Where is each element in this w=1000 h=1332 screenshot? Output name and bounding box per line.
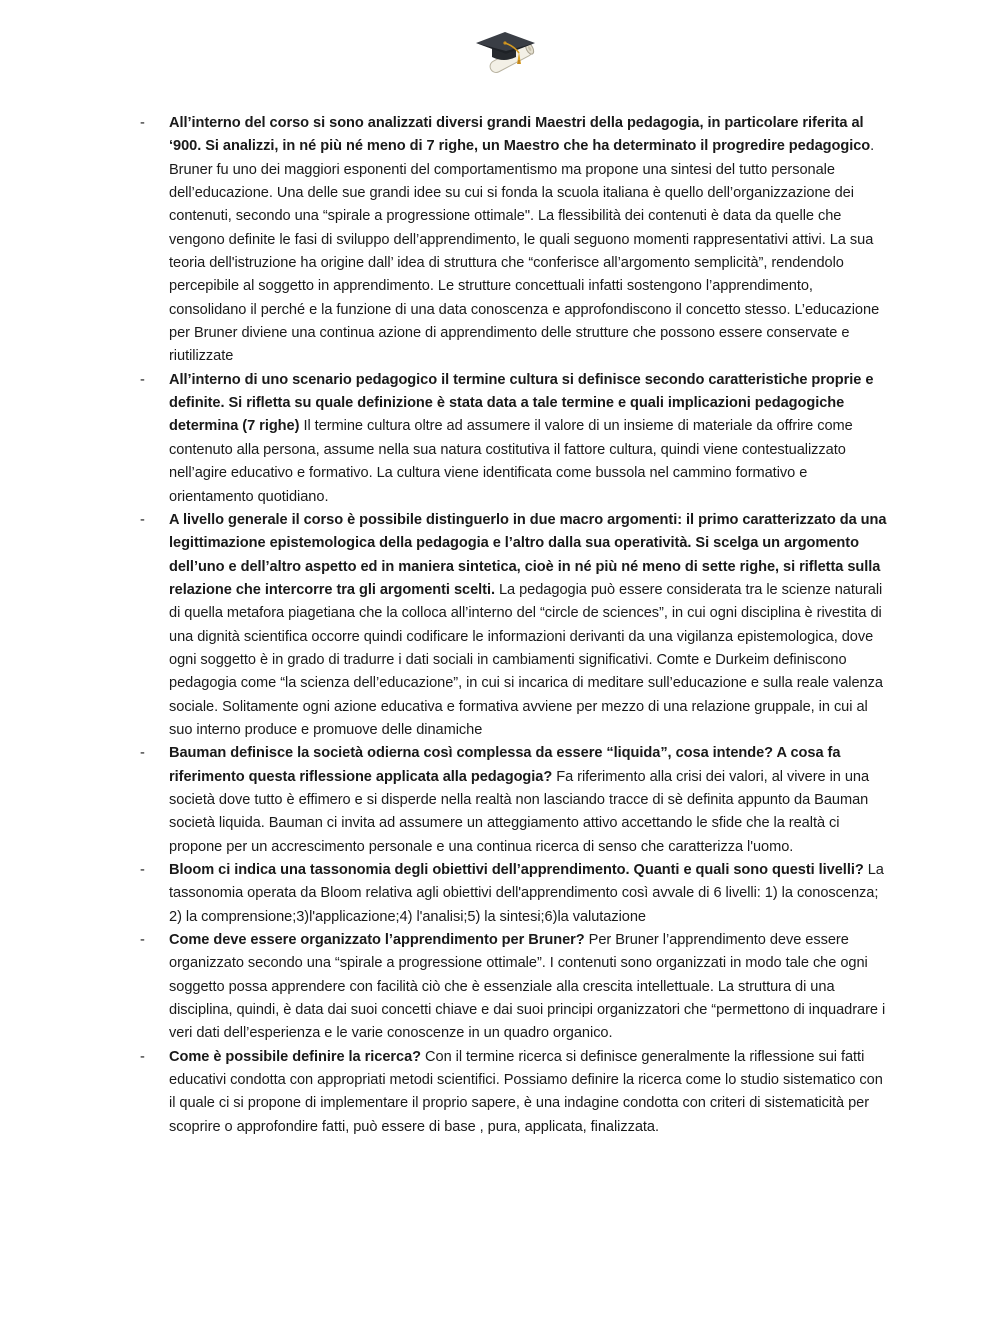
answer-text: Per Bruner l’apprendimento deve essere organizzato secondo una “spirale a progressione ottimale”. I contenuti sono organizzati in modo tale che ogni soggetto possa apprendere con facilità ciò che è essenziale alla crescita intellettuale. La struttura di una disciplina, quindi, è data dai suoi concetti chiave e dai suoi principi organizzatori che “permettono di inquadrare i veri dati dell’esperienza e le varie conoscenze in un quadro organico. (169, 932, 886, 1042)
list-bullet: - (140, 745, 145, 762)
question-text: A livello generale il corso è possibile distinguerlo in due macro argomenti: il primo caratterizzato da una legittimazione epistemologica della pedagogia e l’altro dalla sua operatività. Si scelga un argomento dell’uno e dell’altro aspetto ed in maniera sintetica, cioè in né più né meno di sette righe, si rifletta sulla relazione che intercorre tra gli argomenti scelti. (169, 511, 887, 598)
answer-text: Il termine cultura oltre ad assumere il valore di un insieme di materiale da offrire come contenuto alla persona, assume nella sua natura costitutiva il fattore cultura, quindi viene contestualizzato nell’agire educativo e formativo. La cultura viene identificata come bussola nel cammino formativo e orientamento quotidiano. (169, 418, 853, 505)
question-text: Bloom ci indica una tassonomia degli obiettivi dell’apprendimento. Quanti e quali sono questi livelli? (169, 862, 864, 878)
graduation-cap-diploma-icon (474, 26, 538, 76)
qa-list (140, 112, 890, 1139)
answer-text: Fa riferimento alla crisi dei valori, al vivere in una società dove tutto è effimero e si disperde nella realtà non lasciando tracce di sè definita appunto da Bauman società liquida. Bauman ci invita ad assumere un atteggiamento attivo accettando le sfide che la realtà ci propone per un accrescimento personale e una continua ricerca di senso che caratterizza l'uomo. (169, 768, 870, 855)
answer-text: Con il termine ricerca si definisce generalmente la riflessione sui fatti educativi condotta con appropriati metodi scientifici. Possiamo definire la ricerca come lo studio sistematico con il quale ci si propone di implementare il proprio sapere, è una indagine condotta con criteri di sistematicità per scoprire o approfondire fatti, può essere di base , pura, applicata, finalizzata. (169, 1048, 883, 1135)
qa-item-4 (140, 742, 890, 859)
qa-item-7 (140, 1046, 890, 1139)
list-bullet: - (140, 932, 145, 949)
answer-text: . Bruner fu uno dei maggiori esponenti del comportamentismo ma propone una sintesi del tutto personale dell’educazione. Una delle sue grandi idee su cui si fonda la scuola italiana è quello dell’organizzazione dei contenuti, secondo una “spirale a progressione ottimale". La flessibilità dei contenuti è data da quelle che vengono definite le fasi di sviluppo dell’apprendimento, le quali seguono momenti rappresentativi attivi. La sua teoria dell'istruzione ha origine dall’ idea di struttura che “conferisce all’argomento semplicità”, rendendolo percepibile al soggetto in apprendimento. Le strutture concettuali infatti sostengono l’apprendimento, consolidano il perché e la funzione di una data conoscenza e approfondiscono il concetto stesso. L’educazione per Bruner diviene una continua azione di apprendimento delle strutture che possono essere conservate e riutilizzate (169, 138, 880, 365)
qa-item-6 (140, 929, 890, 1046)
list-bullet: - (140, 371, 145, 388)
qa-item-5 (140, 859, 890, 929)
list-bullet: - (140, 862, 145, 878)
list-bullet: - (140, 115, 145, 131)
question-text: Come deve essere organizzato l’apprendimento per Bruner? (169, 932, 585, 949)
list-bullet: - (140, 1048, 145, 1065)
qa-item-1 (140, 112, 890, 369)
question-text: All’interno di uno scenario pedagogico il termine cultura si definisce secondo caratteristiche proprie e definite. Si rifletta su quale definizione è stata data a tale termine e quali implicazioni pedagogiche determina (7 righe) (169, 371, 874, 435)
qa-item-2 (140, 369, 890, 509)
question-text: Come è possibile definire la ricerca? (169, 1048, 422, 1065)
list-bullet: - (140, 511, 145, 528)
question-text: All’interno del corso si sono analizzati diversi grandi Maestri della pedagogia, in particolare riferita al ‘900. Si analizzi, in né più né meno di 7 righe, un Maestro che ha determinato il progredire pedagogico (169, 115, 871, 155)
answer-text: La tassonomia operata da Bloom relativa agli obiettivi dell'apprendimento così avvale di 6 livelli: 1) la conoscenza; 2) la comprensione;3)l'applicazione;4) l'analisi;5) la sintesi;6)la valutazione (169, 862, 884, 925)
question-text: Bauman definisce la società odierna così complessa da essere “liquida”, cosa intende? A cosa fa riferimento questa riflessione applicata alla pedagogia? (169, 745, 841, 785)
qa-item-3 (140, 509, 890, 742)
answer-text: La pedagogia può essere considerata tra le scienze naturali di quella metafora piagetiana che la colloca all’interno del “circle de sciences”, in cui ogni disciplina è rivestita di una dignità scientifica occorre quindi codificare le informazioni derivanti da una vigilanza epistemologica, dove ogni soggetto è in grado di tradurre i dati sociali in cambiamenti significativi. Comte e Durkeim definiscono pedagogia come “la scienza dell’educazione”, in cui si incarica di meditare sull’educazione e sulla reale valenza sociale. Solitamente ogni azione educativa e formativa avviene per mezzo di una relazione gruppale, in cui al suo interno produce e promuove delle dinamiche (169, 581, 883, 738)
